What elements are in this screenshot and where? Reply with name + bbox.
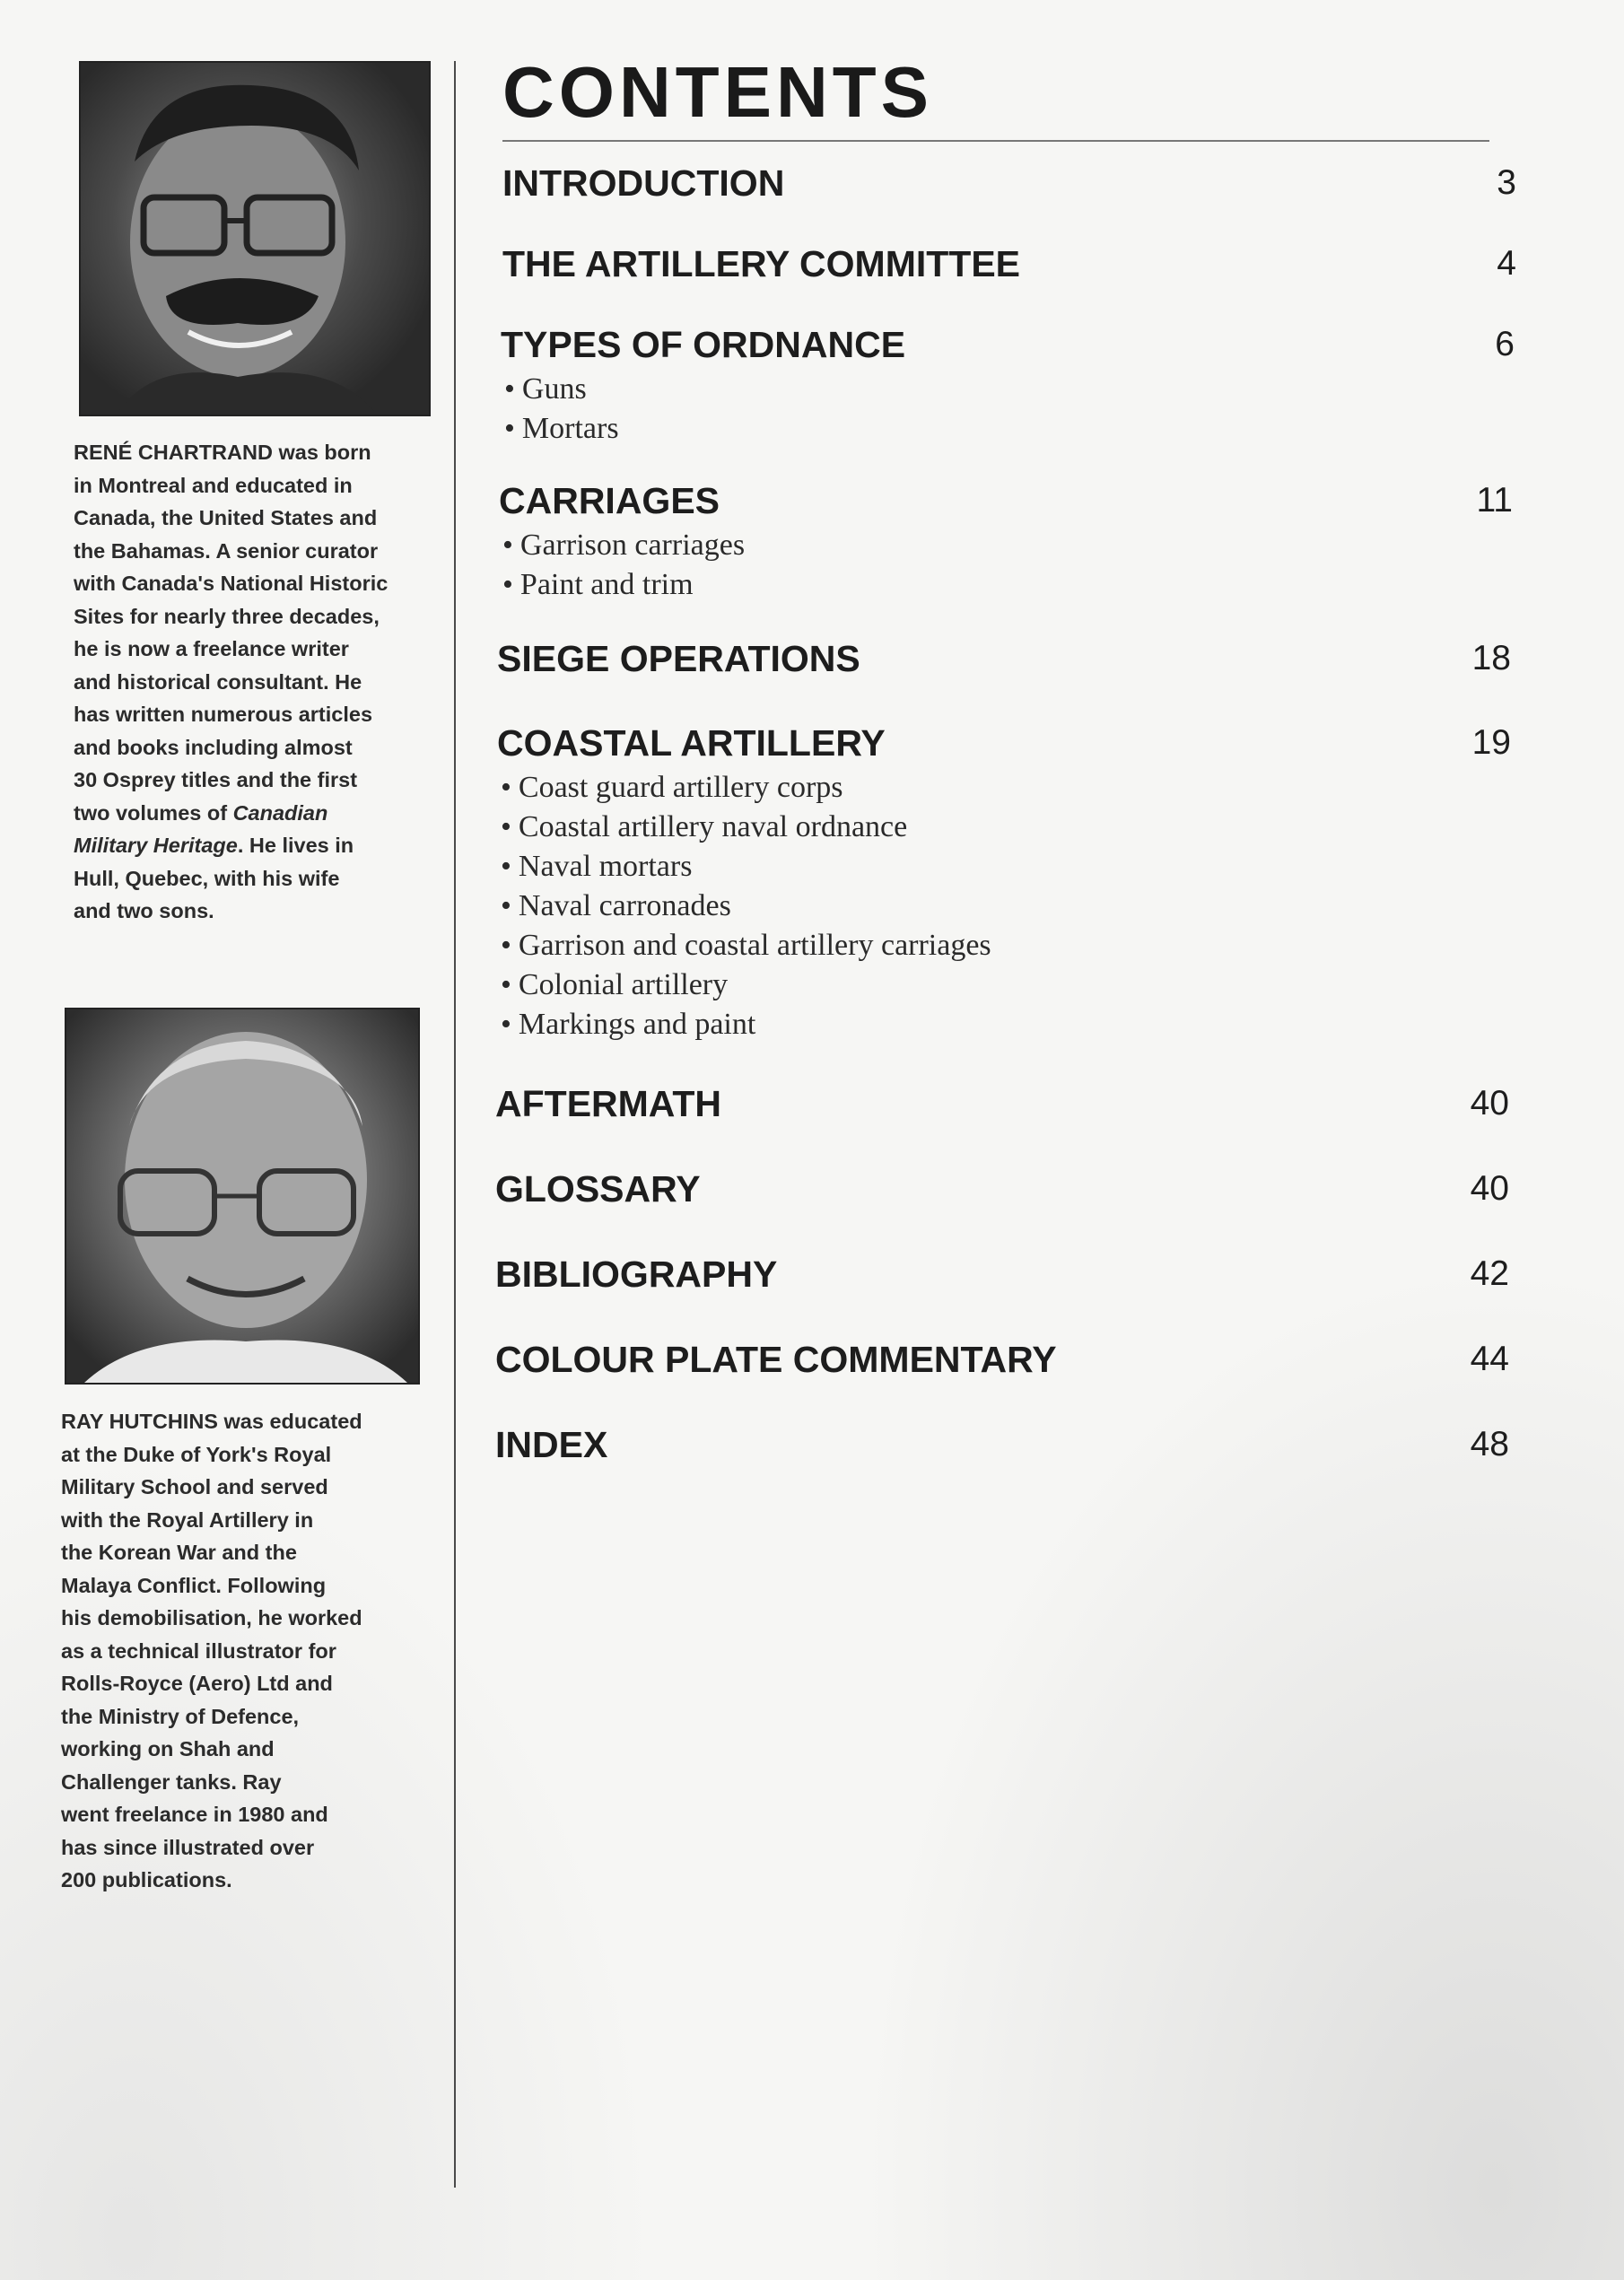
- toc-sub-label: Garrison carriages: [520, 529, 746, 562]
- bullet-icon: •: [504, 412, 515, 445]
- page-title: CONTENTS: [502, 52, 933, 132]
- bio-line: Canada, the United States and: [74, 506, 378, 529]
- toc-sub-item[interactable]: [499, 526, 1513, 565]
- portrait-illustration-2: [66, 1009, 418, 1383]
- bio-line: with the Royal Artillery in: [61, 1507, 314, 1532]
- toc-entry-siege-operations[interactable]: [497, 633, 1511, 684]
- toc-entry-types-of-ordnance[interactable]: [501, 319, 1515, 449]
- toc-entry-page: 42: [1470, 1254, 1509, 1293]
- toc-entry-index[interactable]: [495, 1420, 1509, 1470]
- toc-entry-title: AFTERMATH: [495, 1083, 722, 1124]
- bullet-icon: •: [501, 929, 511, 962]
- toc-entry-title: BIBLIOGRAPHY: [495, 1254, 778, 1295]
- toc-sub-item[interactable]: [497, 926, 1511, 965]
- bio-line: [74, 829, 432, 862]
- title-rule: [502, 140, 1489, 142]
- toc-entry-artillery-committee[interactable]: [502, 239, 1516, 289]
- bullet-icon: •: [501, 1008, 511, 1041]
- toc-sub-label: Markings and paint: [518, 1008, 756, 1041]
- bullet-icon: •: [502, 568, 513, 601]
- toc-entry-title: THE ARTILLERY COMMITTEE: [502, 243, 1021, 284]
- toc-entry-coastal-artillery[interactable]: [497, 718, 1511, 1044]
- toc-sub-item[interactable]: [499, 565, 1513, 605]
- toc-entry-page: 44: [1470, 1340, 1509, 1378]
- toc-sub-label: Colonial artillery: [518, 968, 729, 1001]
- bio-line: Military School and served: [61, 1475, 328, 1498]
- bio-line: and two sons.: [74, 899, 214, 922]
- toc-sub-label: Coastal artillery naval ordnance: [518, 810, 908, 843]
- toc-sub-item[interactable]: [501, 409, 1515, 449]
- bullet-icon: •: [501, 850, 511, 883]
- bio-line: he is now a freelance writer: [74, 637, 349, 660]
- toc-entry-introduction[interactable]: [502, 158, 1516, 208]
- toc-sub-item[interactable]: [497, 965, 1511, 1005]
- bio-line: went freelance in 1980 and: [61, 1803, 328, 1826]
- toc-entry-title: COLOUR PLATE COMMENTARY: [495, 1339, 1057, 1380]
- toc-entry-bibliography[interactable]: [495, 1249, 1509, 1299]
- author-photo-ray-hutchins: [65, 1008, 420, 1385]
- toc-sub-item[interactable]: [497, 808, 1511, 847]
- bullet-icon: •: [501, 810, 511, 843]
- toc-entry-title: INDEX: [495, 1424, 608, 1465]
- bio-line: the Bahamas. A senior curator: [74, 538, 379, 563]
- bullet-icon: •: [501, 968, 511, 1001]
- portrait-illustration-1: [81, 63, 429, 415]
- bio-line: 200 publications.: [61, 1868, 232, 1891]
- author-bio-ray-hutchins: [61, 1405, 429, 1897]
- toc-entry-page: 48: [1470, 1425, 1509, 1463]
- toc-entry-page: 6: [1495, 325, 1515, 363]
- book-title-italic: Canadian: [232, 800, 328, 825]
- bio-line: Rolls-Royce (Aero) Ltd and: [61, 1672, 333, 1695]
- toc-entry-page: 40: [1470, 1169, 1509, 1208]
- author-bio-rene-chartrand: [74, 436, 432, 928]
- bio-line: 30 Osprey titles and the first: [74, 768, 358, 791]
- toc-sub-item[interactable]: [501, 370, 1515, 409]
- toc-sub-item[interactable]: [497, 1005, 1511, 1044]
- toc-entry-title: COASTAL ARTILLERY: [497, 722, 886, 764]
- bio-line: Hull, Quebec, with his wife: [74, 866, 340, 890]
- bio-line: RENÉ CHARTRAND was born: [74, 441, 371, 464]
- bio-line: in Montreal and educated in: [74, 473, 353, 497]
- bio-line: his demobilisation, he worked: [61, 1606, 362, 1629]
- toc-sub-label: Paint and trim: [520, 568, 694, 601]
- bio-line: [74, 797, 432, 830]
- author-photo-rene-chartrand: [79, 61, 431, 416]
- toc-sub-label: Mortars: [521, 412, 619, 445]
- toc-entry-aftermath[interactable]: [495, 1079, 1509, 1129]
- bio-line: the Korean War and the: [61, 1541, 297, 1564]
- bio-line: Malaya Conflict. Following: [61, 1573, 327, 1597]
- bio-text: two volumes of: [74, 800, 228, 825]
- toc-sub-item[interactable]: [497, 768, 1511, 808]
- toc-entry-title: SIEGE OPERATIONS: [497, 638, 860, 679]
- toc-entry-page: 11: [1476, 481, 1513, 520]
- bio-line: Sites for nearly three decades,: [74, 604, 380, 628]
- bio-line: has since illustrated over: [61, 1835, 315, 1859]
- toc-entry-glossary[interactable]: [495, 1164, 1509, 1214]
- toc-sub-label: Coast guard artillery corps: [518, 771, 843, 804]
- toc-entry-title: TYPES OF ORDNANCE: [501, 324, 906, 365]
- bio-line: working on Shah and: [61, 1737, 275, 1760]
- bio-line: the Ministry of Defence,: [61, 1704, 300, 1728]
- column-divider: [454, 61, 456, 2188]
- toc-entry-carriages[interactable]: [499, 476, 1513, 605]
- book-title-italic: Military Heritage: [74, 834, 238, 857]
- toc-sub-item[interactable]: [497, 887, 1511, 926]
- bio-line: and books including almost: [74, 735, 353, 759]
- bullet-icon: •: [501, 889, 511, 922]
- toc-sub-label: Garrison and coastal artillery carriages: [518, 929, 991, 962]
- bio-text: . He lives in: [237, 834, 354, 857]
- bio-line: at the Duke of York's Royal: [61, 1442, 332, 1466]
- toc-entry-page: 18: [1471, 639, 1511, 677]
- toc-entry-page: 3: [1497, 163, 1516, 202]
- bio-line: RAY HUTCHINS was educated: [61, 1410, 362, 1433]
- toc-entry-page: 19: [1471, 723, 1511, 762]
- bio-line: has written numerous articles: [74, 703, 373, 726]
- toc-sub-label: Naval carronades: [518, 889, 731, 922]
- bullet-icon: •: [504, 372, 515, 406]
- toc-entry-page: 40: [1470, 1084, 1509, 1123]
- bio-line: Challenger tanks. Ray: [61, 1769, 282, 1794]
- toc-entry-title: GLOSSARY: [495, 1168, 701, 1210]
- toc-entry-title: INTRODUCTION: [502, 162, 785, 204]
- bio-line: with Canada's National Historic: [74, 572, 389, 595]
- bullet-icon: •: [502, 529, 513, 562]
- toc-entry-title: CARRIAGES: [499, 480, 720, 521]
- toc-entry-page: 4: [1497, 244, 1516, 283]
- bullet-icon: •: [501, 771, 511, 804]
- bio-line: as a technical illustrator for: [61, 1638, 336, 1663]
- bio-line: and historical consultant. He: [74, 669, 362, 694]
- toc-sub-label: Naval mortars: [518, 850, 693, 883]
- toc-entry-colour-plate-commentary[interactable]: [495, 1334, 1509, 1385]
- toc-sub-label: Guns: [521, 372, 587, 406]
- toc-sub-item[interactable]: [497, 847, 1511, 887]
